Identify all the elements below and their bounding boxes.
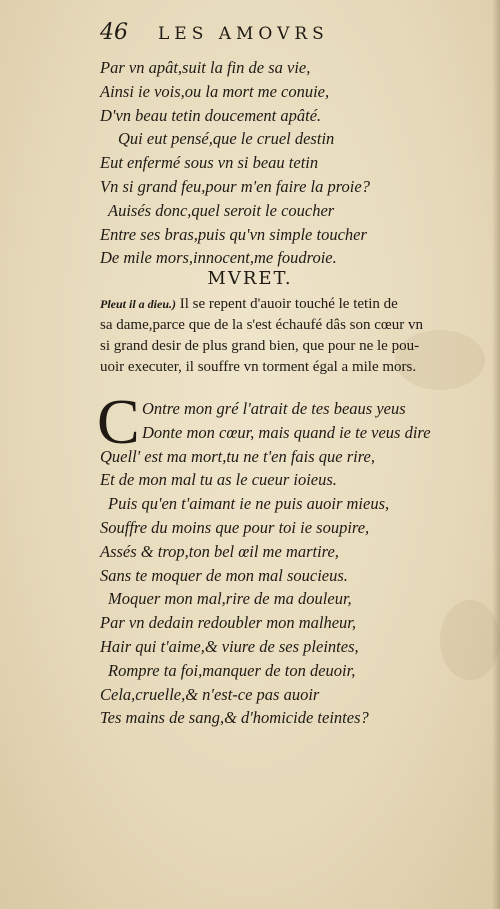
- verse-line: Vn si grand feu,pour m'en faire la proie?: [100, 176, 370, 196]
- sonnet: [100, 397, 490, 730]
- verse-line: Ontre mon gré l'atrait de tes beaus yeus: [142, 399, 406, 418]
- verse-line: Rompre ta foi,manquer de ton deuoir,: [108, 660, 356, 680]
- commentary-line: si grand desir de plus grand bien, que pour ne le pou-: [100, 338, 420, 354]
- running-head: LES AMOVRS: [158, 24, 329, 44]
- verse-line: Qui eut pensé,que le cruel destin: [118, 129, 335, 149]
- verse-line: Sans te moquer de mon mal soucieus.: [100, 565, 348, 585]
- verse-line: Puis qu'en t'aimant ie ne puis auoir mieus,: [108, 494, 390, 514]
- commentary-heading: MVRET.: [207, 268, 293, 289]
- commentary-line: sa dame,parce que de la s'est échaufé dâs son cœur vn: [100, 317, 423, 333]
- commentary-line: Il se repent d'auoir touché le tetin de: [179, 296, 398, 312]
- commentary-block: [100, 294, 490, 378]
- verse-line: Et de mon mal tu as le cueur ioieus.: [100, 470, 337, 490]
- verse-line: Entre ses bras,puis qu'vn simple toucher: [100, 224, 367, 244]
- page-edge-shadow: [492, 0, 500, 909]
- commentary-lemma: Pleut il a dieu.): [100, 297, 176, 311]
- verse-line: Eut enfermé sous vn si beau tetin: [100, 153, 319, 173]
- verse-line: Auisés donc,quel seroit le coucher: [108, 200, 335, 220]
- page-number: 46: [100, 20, 128, 45]
- verse-line: De mile mors,innocent,me foudroie.: [100, 248, 337, 268]
- verse-line: Souffre du moins que pour toi ie soupire,: [100, 517, 370, 537]
- drop-cap-initial: C: [97, 386, 140, 457]
- commentary-line: uoir executer, il souffre vn torment égal a mile mors.: [100, 359, 417, 375]
- verse-line: Tes mains de sang,& d'homicide teintes?: [100, 708, 369, 728]
- poem-stanza-top: [100, 56, 490, 270]
- page-header: [100, 20, 400, 48]
- verse-line: Donte mon cœur, mais quand ie te veus dire: [142, 422, 431, 442]
- verse-line: Cela,cruelle,& n'est-ce pas auoir: [100, 684, 320, 704]
- verse-line: Moquer mon mal,rire de ma douleur,: [108, 589, 352, 609]
- verse-line: Par vn dedain redoubler mon malheur,: [100, 613, 357, 633]
- verse-line: Ainsi ie vois,ou la mort me conuie,: [100, 81, 330, 101]
- verse-line: Assés & trop,ton bel œil me martire,: [100, 541, 339, 561]
- verse-line: D'vn beau tetin doucement apâté.: [100, 105, 322, 125]
- verse-line: Hair qui t'aime,& viure de ses pleintes,: [100, 636, 359, 656]
- verse-line: Par vn apât,suit la fin de sa vie,: [100, 58, 311, 77]
- verse-line: Quell' est ma mort,tu ne t'en fais que rire,: [100, 446, 375, 466]
